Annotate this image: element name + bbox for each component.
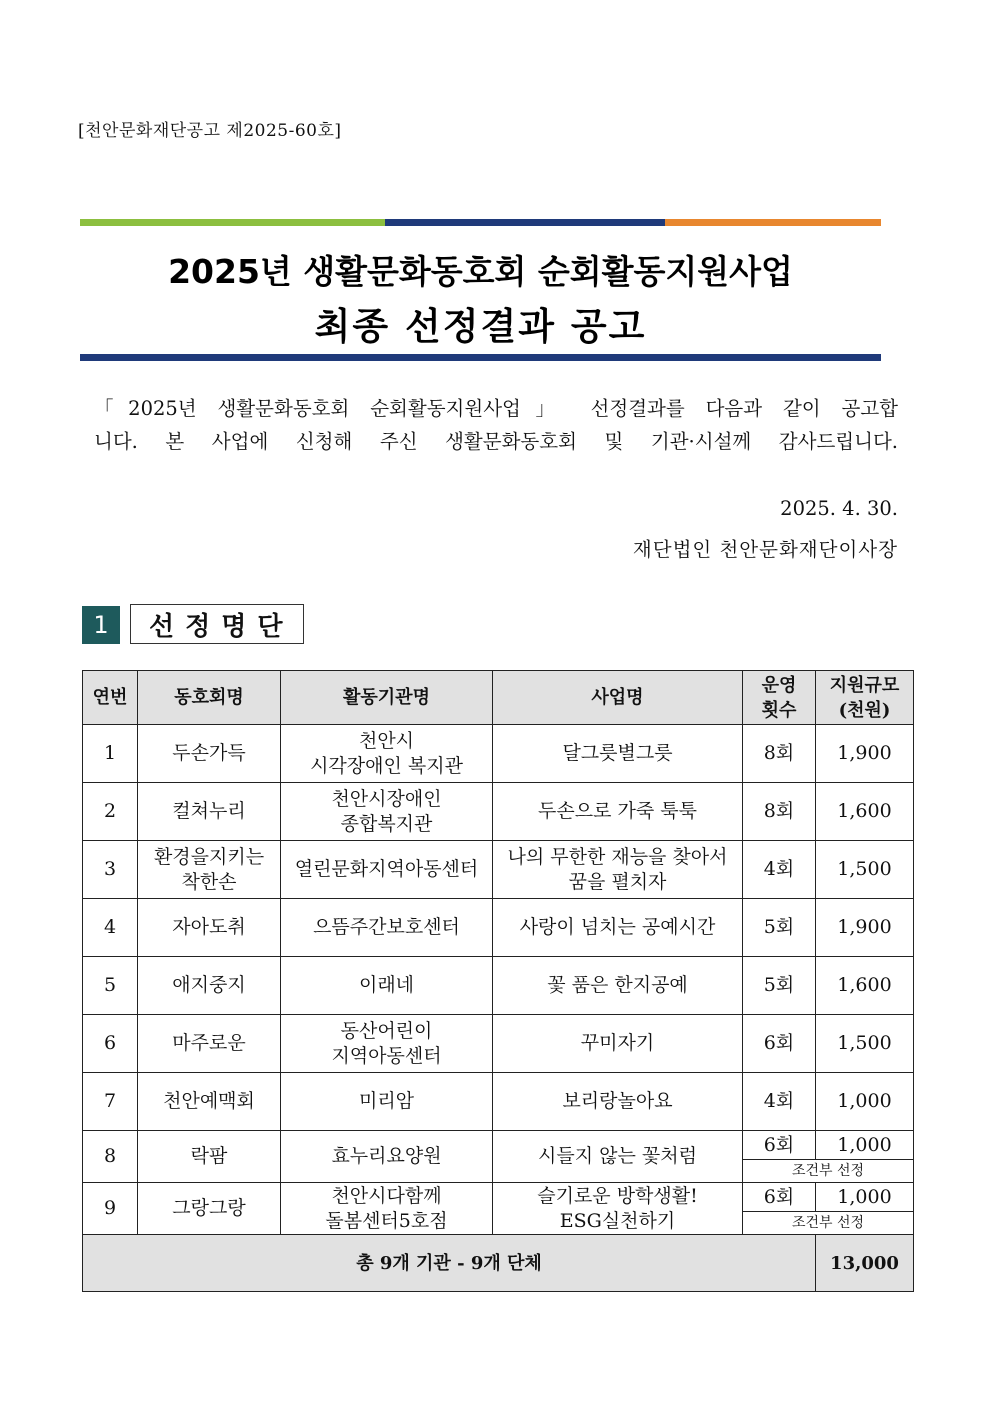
cell-program <box>493 725 743 783</box>
table-row <box>83 725 914 783</box>
cell-venue <box>281 899 493 957</box>
header-amount-line-2: (천원) <box>838 699 891 721</box>
cell-club-line-1: 컬쳐누리 <box>172 800 246 822</box>
cell-program <box>493 899 743 957</box>
conditional-note-line-1: 조건부 선정 <box>791 1163 865 1179</box>
cell-amount <box>816 783 914 841</box>
cell-amount-line-1: 1,600 <box>837 800 892 822</box>
cell-amount <box>816 1073 914 1131</box>
cell-amount-line-1: 1,500 <box>837 858 892 880</box>
cell-program-line-1: 사랑이 넘치는 공예시간 <box>519 916 716 938</box>
cell-no-line-1: 8 <box>103 1145 117 1167</box>
rule-orange-segment <box>665 219 881 226</box>
cell-amount <box>816 841 914 899</box>
cell-no <box>83 841 138 899</box>
cell-program-line-1: 두손으로 가죽 툭툭 <box>538 800 697 822</box>
cell-no <box>83 783 138 841</box>
cell-no <box>83 1015 138 1073</box>
cell-sessions-line-1: 8회 <box>763 800 795 822</box>
cell-venue-line-1: 천안시다함께 <box>331 1184 442 1207</box>
cell-no-line-1: 7 <box>103 1090 117 1112</box>
table-body <box>83 725 914 1235</box>
cell-club-line-1: 환경을지키는 <box>153 845 265 868</box>
cell-amount-line-1: 1,900 <box>837 742 892 764</box>
intro-line-1: 「2025년 생활문화동호회 순회활동지원사업」 선정결과를 다음과 같이 공고합 <box>94 397 898 420</box>
issuer-name: 재단법인 천안문화재단이사장 <box>632 538 898 561</box>
cell-club-line-1: 락팜 <box>190 1145 228 1167</box>
cell-club <box>138 1015 281 1073</box>
cell-amount <box>816 899 914 957</box>
cell-club <box>138 957 281 1015</box>
cell-club <box>138 1183 281 1235</box>
cell-sessions-line-1: 5회 <box>763 916 795 938</box>
title-bottom-rule <box>80 354 881 361</box>
cell-sessions <box>743 957 816 1015</box>
rule-green-segment <box>80 219 385 226</box>
cell-no <box>83 957 138 1015</box>
cell-venue <box>281 1183 493 1235</box>
cell-venue-line-1: 이래네 <box>358 974 415 996</box>
cell-program-line-1: 나의 무한한 재능을 찾아서 <box>507 845 728 868</box>
cell-program-line-1: 슬기로운 방학생활! <box>537 1184 698 1207</box>
cell-venue-line-1: 미리암 <box>358 1090 415 1112</box>
notice-number: [천안문화재단공고 제2025-60호] <box>78 121 342 141</box>
cell-amount-line-1: 1,000 <box>837 1133 892 1156</box>
cell-program <box>493 1183 743 1235</box>
cell-venue-line-1: 천안시장애인 <box>331 787 442 810</box>
cell-sessions <box>743 1183 816 1212</box>
cell-club <box>138 841 281 899</box>
cell-no-line-1: 1 <box>103 742 117 764</box>
header-amount-line-1: 지원규모 <box>829 674 900 696</box>
total-amount: 13,000 <box>816 1235 914 1292</box>
header-venue: 활동기관명 <box>281 671 493 725</box>
cell-no <box>83 1073 138 1131</box>
cell-program-line-1: 보리랑놀아요 <box>562 1090 673 1112</box>
cell-program <box>493 957 743 1015</box>
cell-no-line-1: 6 <box>103 1032 117 1054</box>
cell-venue-line-1: 동산어린이 <box>340 1019 433 1042</box>
cell-venue-line-2: 종합복지관 <box>340 812 433 835</box>
cell-amount-line-1: 1,600 <box>837 974 892 996</box>
header-sessions-line-2: 횟수 <box>761 699 797 721</box>
cell-club-line-1: 천안예맥회 <box>163 1090 255 1112</box>
cell-sessions <box>743 1073 816 1131</box>
cell-club <box>138 783 281 841</box>
cell-sessions-line-1: 6회 <box>763 1032 795 1054</box>
conditional-note <box>743 1212 914 1235</box>
cell-no <box>83 725 138 783</box>
cell-no-line-1: 9 <box>103 1197 117 1219</box>
cell-sessions-line-1: 6회 <box>763 1185 795 1208</box>
header-sessions-line-1: 운영 <box>761 674 797 696</box>
header-amount <box>816 671 914 725</box>
cell-venue <box>281 957 493 1015</box>
cell-no <box>83 899 138 957</box>
cell-sessions <box>743 1131 816 1160</box>
cell-venue <box>281 841 493 899</box>
intro-paragraph <box>94 392 898 458</box>
cell-venue-line-2: 시각장애인 복지관 <box>310 754 463 777</box>
title-line-2: 최종 선정결과 공고 <box>314 305 647 348</box>
cell-venue-line-2: 돌봄센터5호점 <box>325 1209 448 1232</box>
cell-program <box>493 1131 743 1183</box>
cell-program-line-1: 꾸미자기 <box>580 1032 655 1054</box>
cell-venue <box>281 1073 493 1131</box>
cell-club-line-1: 두손가득 <box>172 742 246 764</box>
cell-program <box>493 783 743 841</box>
cell-no-line-1: 2 <box>103 800 117 822</box>
table-row <box>83 1183 914 1212</box>
header-sessions <box>743 671 816 725</box>
cell-program <box>493 841 743 899</box>
cell-amount-line-1: 1,500 <box>837 1032 892 1054</box>
cell-amount-line-1: 1,000 <box>837 1090 892 1112</box>
selection-table <box>82 670 914 1292</box>
cell-club <box>138 1073 281 1131</box>
table-row <box>83 1073 914 1131</box>
header-club: 동호회명 <box>138 671 281 725</box>
table-row <box>83 957 914 1015</box>
table-row <box>83 1131 914 1160</box>
cell-program <box>493 1015 743 1073</box>
cell-club-line-1: 그랑그랑 <box>172 1197 246 1219</box>
cell-amount <box>816 1131 914 1160</box>
cell-club <box>138 899 281 957</box>
cell-program-line-1: 시들지 않는 꽃처럼 <box>538 1145 697 1167</box>
cell-club <box>138 725 281 783</box>
cell-venue-line-1: 으뜸주간보호센터 <box>313 916 460 938</box>
cell-venue-line-1: 천안시 <box>358 729 415 752</box>
cell-amount-line-1: 1,900 <box>837 916 892 938</box>
cell-amount <box>816 725 914 783</box>
cell-program <box>493 1073 743 1131</box>
cell-venue-line-1: 열린문화지역아동센터 <box>294 858 479 880</box>
cell-sessions <box>743 899 816 957</box>
section-title: 선정명단 <box>130 604 304 644</box>
cell-sessions <box>743 783 816 841</box>
cell-club-line-1: 마주로운 <box>172 1032 246 1054</box>
tricolor-rule <box>80 219 881 226</box>
rule-navy-segment <box>385 219 665 226</box>
cell-venue <box>281 783 493 841</box>
conditional-note-line-1: 조건부 선정 <box>791 1215 865 1231</box>
cell-program-line-1: 꽃 품은 한지공예 <box>547 974 688 996</box>
header-program: 사업명 <box>493 671 743 725</box>
cell-sessions-line-1: 4회 <box>763 1090 795 1112</box>
header-no: 연번 <box>83 671 138 725</box>
cell-no-line-1: 4 <box>103 916 117 938</box>
total-row <box>83 1235 914 1292</box>
cell-program-line-2: ESG실천하기 <box>559 1209 676 1232</box>
cell-amount <box>816 1015 914 1073</box>
cell-program-line-1: 달그릇별그릇 <box>562 742 673 764</box>
table-row <box>83 783 914 841</box>
cell-sessions-line-1: 6회 <box>763 1133 795 1156</box>
intro-line-2: 니다. 본 사업에 신청해 주신 생활문화동호회 및 기관·시설께 감사드립니다. <box>94 430 898 453</box>
notice-date: 2025. 4. 30. <box>780 497 898 520</box>
cell-no <box>83 1131 138 1183</box>
cell-amount-line-1: 1,000 <box>837 1185 892 1208</box>
cell-no-line-1: 3 <box>103 858 117 880</box>
cell-sessions-line-1: 8회 <box>763 742 795 764</box>
cell-sessions <box>743 725 816 783</box>
cell-venue <box>281 1131 493 1183</box>
cell-venue-line-1: 효누리요양원 <box>331 1145 442 1167</box>
title-line-1: 2025년 생활문화동호회 순회활동지원사업 <box>168 252 793 291</box>
cell-amount <box>816 957 914 1015</box>
cell-club-line-2: 착한손 <box>181 870 237 893</box>
cell-no <box>83 1183 138 1235</box>
cell-program-line-2: 꿈을 펼치자 <box>568 870 667 893</box>
conditional-note <box>743 1160 914 1183</box>
cell-club-line-1: 애지중지 <box>172 974 246 996</box>
section-number-badge: 1 <box>82 606 120 644</box>
cell-amount <box>816 1183 914 1212</box>
cell-club <box>138 1131 281 1183</box>
cell-club-line-1: 자아도취 <box>172 916 246 938</box>
cell-venue-line-2: 지역아동센터 <box>331 1044 442 1067</box>
cell-sessions-line-1: 5회 <box>763 974 795 996</box>
cell-sessions <box>743 1015 816 1073</box>
cell-no-line-1: 5 <box>103 974 117 996</box>
cell-venue <box>281 1015 493 1073</box>
table-row <box>83 1015 914 1073</box>
cell-venue <box>281 725 493 783</box>
cell-sessions <box>743 841 816 899</box>
cell-sessions-line-1: 4회 <box>763 858 795 880</box>
table-row <box>83 899 914 957</box>
table-row <box>83 841 914 899</box>
table-header-row <box>83 671 914 725</box>
total-label: 총 9개 기관 - 9개 단체 <box>83 1235 816 1292</box>
